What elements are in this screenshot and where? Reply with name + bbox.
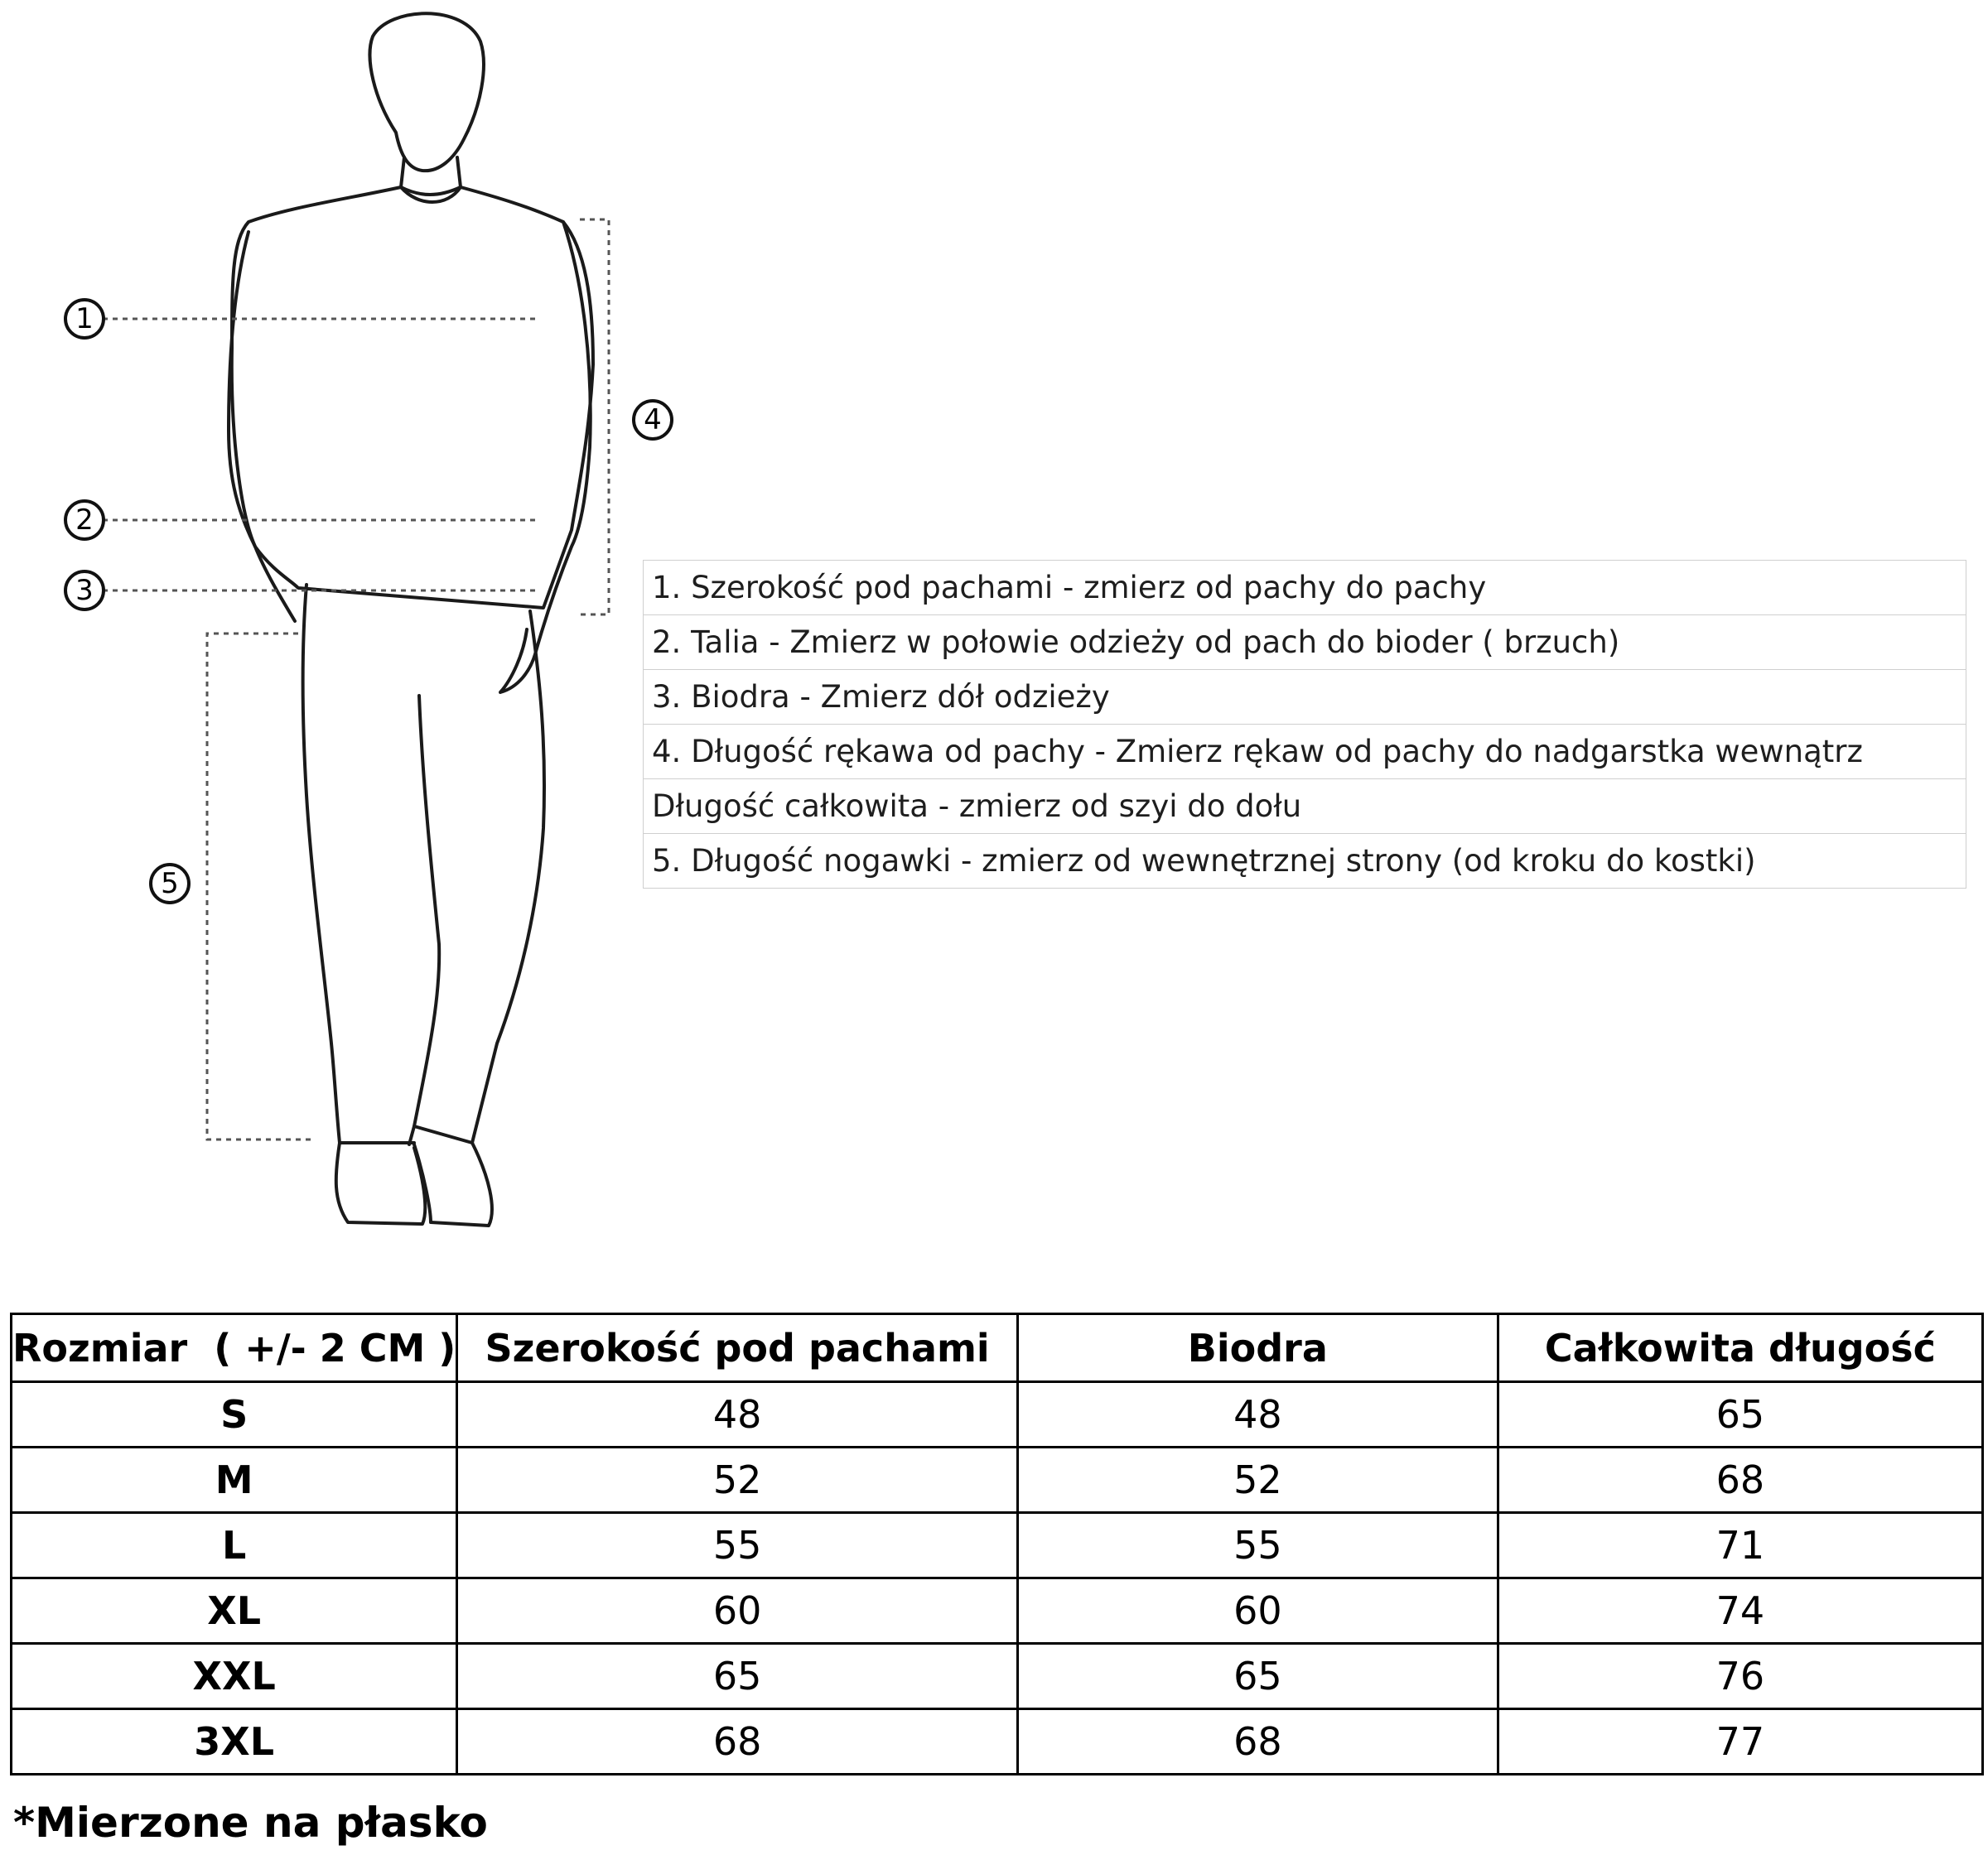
measurement-legend (643, 560, 1966, 889)
marker-5: 5 (161, 867, 179, 900)
chest-width-cell: 65 (457, 1644, 1018, 1709)
size-cell: S (12, 1382, 457, 1448)
hips-cell: 65 (1017, 1644, 1498, 1709)
total-length-cell: 74 (1498, 1578, 1982, 1644)
size-table-header-row (12, 1314, 1983, 1382)
header-size: Rozmiar ( +/- 2 CM ) (12, 1314, 457, 1382)
legend-text: 5. Długość nogawki - zmierz od wewnętrznej strony (od kroku do kostki) (644, 834, 1966, 889)
size-table (10, 1313, 1984, 1776)
table-row (12, 1644, 1983, 1709)
hips-cell: 52 (1017, 1448, 1498, 1513)
legend-row (644, 561, 1966, 615)
total-length-cell: 68 (1498, 1448, 1982, 1513)
total-length-cell: 65 (1498, 1382, 1982, 1448)
table-row (12, 1709, 1983, 1775)
legend-text: 2. Talia - Zmierz w połowie odzieży od pach do bioder ( brzuch) (644, 615, 1966, 670)
marker-3: 3 (75, 574, 94, 607)
marker-circles (65, 300, 672, 903)
table-row (12, 1448, 1983, 1513)
size-cell: XL (12, 1578, 457, 1644)
marker-4: 4 (644, 403, 662, 436)
total-length-cell: 71 (1498, 1513, 1982, 1578)
size-cell: M (12, 1448, 457, 1513)
legend-text: 3. Biodra - Zmierz dół odzieży (644, 670, 1966, 725)
total-length-cell: 76 (1498, 1644, 1982, 1709)
person-outline (229, 13, 593, 1226)
chest-width-cell: 68 (457, 1709, 1018, 1775)
legend-row (644, 779, 1966, 834)
hips-cell: 68 (1017, 1709, 1498, 1775)
legend-row (644, 670, 1966, 725)
legend-row (644, 725, 1966, 779)
size-cell: L (12, 1513, 457, 1578)
table-row (12, 1578, 1983, 1644)
table-row (12, 1513, 1983, 1578)
legend-row (644, 615, 1966, 670)
total-length-cell: 77 (1498, 1709, 1982, 1775)
hips-cell: 60 (1017, 1578, 1498, 1644)
header-chest-width: Szerokość pod pachami (457, 1314, 1018, 1382)
legend-text: 4. Długość rękawa od pachy - Zmierz rękaw od pachy do nadgarstka wewnątrz (644, 725, 1966, 779)
size-cell: 3XL (12, 1709, 457, 1775)
legend-text: 1. Szerokość pod pachami - zmierz od pachy do pachy (644, 561, 1966, 615)
legend-text: Długość całkowita - zmierz od szyi do dołu (644, 779, 1966, 834)
chest-width-cell: 60 (457, 1578, 1018, 1644)
footnote: *Mierzone na płasko (13, 1799, 488, 1847)
chest-width-cell: 52 (457, 1448, 1018, 1513)
legend-row (644, 834, 1966, 889)
chest-width-cell: 48 (457, 1382, 1018, 1448)
marker-1: 1 (75, 302, 94, 335)
hips-cell: 55 (1017, 1513, 1498, 1578)
header-hips: Biodra (1017, 1314, 1498, 1382)
chest-width-cell: 55 (457, 1513, 1018, 1578)
table-row (12, 1382, 1983, 1448)
hips-cell: 48 (1017, 1382, 1498, 1448)
marker-2: 2 (75, 504, 94, 537)
size-cell: XXL (12, 1644, 457, 1709)
measurement-figure (0, 0, 679, 1242)
header-total-length: Całkowita długość (1498, 1314, 1982, 1382)
measurement-guides (103, 219, 609, 1140)
